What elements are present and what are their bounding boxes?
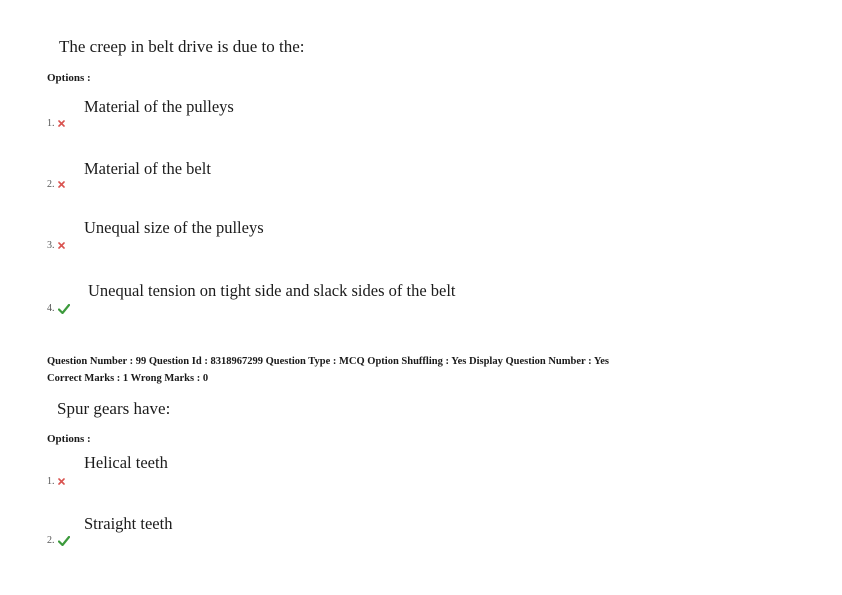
wrong-mark-icon xyxy=(58,478,65,485)
option-text: Material of the belt xyxy=(84,159,211,178)
option-number xyxy=(47,535,70,546)
check-mark-icon xyxy=(58,536,70,546)
question-text: Spur gears have: xyxy=(57,399,171,418)
check-mark-icon xyxy=(58,304,70,314)
option-number-label: 1. xyxy=(47,476,55,487)
options-label: Options : xyxy=(47,433,91,445)
option-number xyxy=(47,303,70,314)
option-number-label: 2. xyxy=(47,179,55,190)
wrong-mark-icon xyxy=(58,242,65,249)
option-number xyxy=(47,240,65,251)
option-number xyxy=(47,179,65,190)
option-text: Straight teeth xyxy=(84,514,173,533)
option-number-label: 2. xyxy=(47,535,55,546)
option-number-label: 4. xyxy=(47,303,55,314)
option-number-label: 1. xyxy=(47,118,55,129)
option-number-label: 3. xyxy=(47,240,55,251)
options-label: Options : xyxy=(47,72,91,84)
option-text: Material of the pulleys xyxy=(84,97,234,116)
option-number xyxy=(47,118,65,129)
option-text: Unequal tension on tight side and slack sides of the belt xyxy=(88,281,456,300)
wrong-mark-icon xyxy=(58,181,65,188)
option-text: Helical teeth xyxy=(84,453,168,472)
wrong-mark-icon xyxy=(58,120,65,127)
option-number xyxy=(47,476,65,487)
question-meta: Question Number : 99 Question Id : 8318967299 Question Type : MCQ Option Shuffling : Yes Display Question Number : Yes xyxy=(47,356,610,367)
question-text: The creep in belt drive is due to the: xyxy=(59,37,305,56)
question-marks: Correct Marks : 1 Wrong Marks : 0 xyxy=(47,373,209,384)
option-text: Unequal size of the pulleys xyxy=(84,218,264,237)
